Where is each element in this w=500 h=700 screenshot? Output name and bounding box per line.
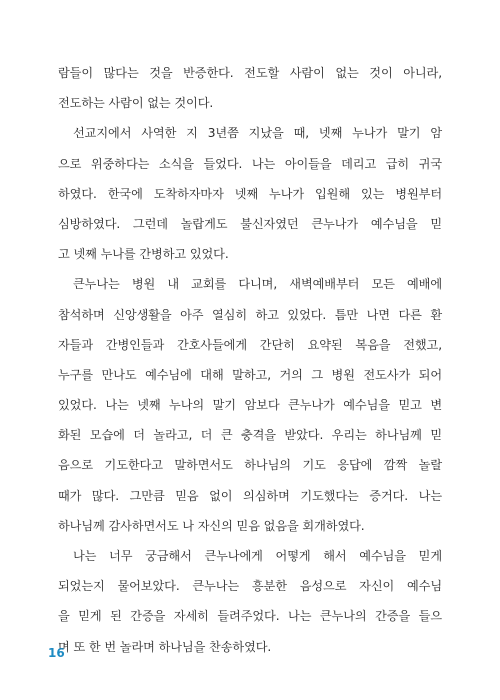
text-line: 며 또 한 번 놀라며 하나님을 찬송하였다. <box>58 639 272 654</box>
text-line: 하나님께 감사하면서도 나 자신의 믿음 없음을 회개하였다. <box>58 518 365 533</box>
text-line: 나는 너무 궁금해서 큰누나에게 어떻게 해서 예수님을 믿게 <box>73 549 442 563</box>
text-line: 심방하였다. 그런데 놀랍게도 불신자였던 큰누나가 예수님을 믿 <box>58 216 442 231</box>
page-number: 16 <box>48 646 65 660</box>
text-line: 되었는지 물어보았다. 큰누나는 흥분한 음성으로 자신이 예수님 <box>58 579 442 594</box>
text-line: 큰누나는 병원 내 교회를 다니며, 새벽예배부터 모든 예배에 <box>73 277 442 292</box>
text-line: 하였다. 한국에 도착하자마자 넷째 누나가 입원해 있는 병원부터 <box>58 186 442 201</box>
text-line: 으로 위중하다는 소식을 들었다. 나는 아이들을 데리고 급히 귀국 <box>58 156 442 171</box>
text-line: 람들이 많다는 것을 반증한다. 전도할 사람이 없는 것이 아니라, <box>58 66 442 80</box>
text-line: 전도하는 사람이 없는 것이다. <box>58 96 214 111</box>
text-line: 선교지에서 사역한 지 3년쯤 지났을 때, 넷째 누나가 말기 암 <box>73 126 442 141</box>
text-line: 참석하며 신앙생활을 아주 열심히 하고 있었다. 틈만 나면 다른 환 <box>58 307 442 322</box>
text-line: 음으로 기도한다고 말하면서도 하나님의 기도 응답에 깜짝 놀랄 <box>58 458 442 473</box>
text-line: 누구를 만나도 예수님에 대해 말하고, 거의 그 병원 전도사가 되어 <box>58 367 442 382</box>
body-text <box>58 58 442 662</box>
text-line: 화된 모습에 더 놀라고, 더 큰 충격을 받았다. 우리는 하나님께 믿 <box>58 428 442 443</box>
text-line: 때가 많다. 그만큼 믿음 없이 의심하며 기도했다는 증거다. 나는 <box>58 488 442 503</box>
text-line: 있었다. 나는 넷째 누나의 말기 암보다 큰누나가 예수님을 믿고 변 <box>58 398 442 413</box>
text-line: 자들과 간병인들과 간호사들에게 간단히 요약된 복음을 전했고, <box>58 337 442 352</box>
text-line: 을 믿게 된 간증을 자세히 들려주었다. 나는 큰누나의 간증을 들으 <box>58 609 442 624</box>
text-line: 고 넷째 누나를 간병하고 있었다. <box>58 247 229 262</box>
